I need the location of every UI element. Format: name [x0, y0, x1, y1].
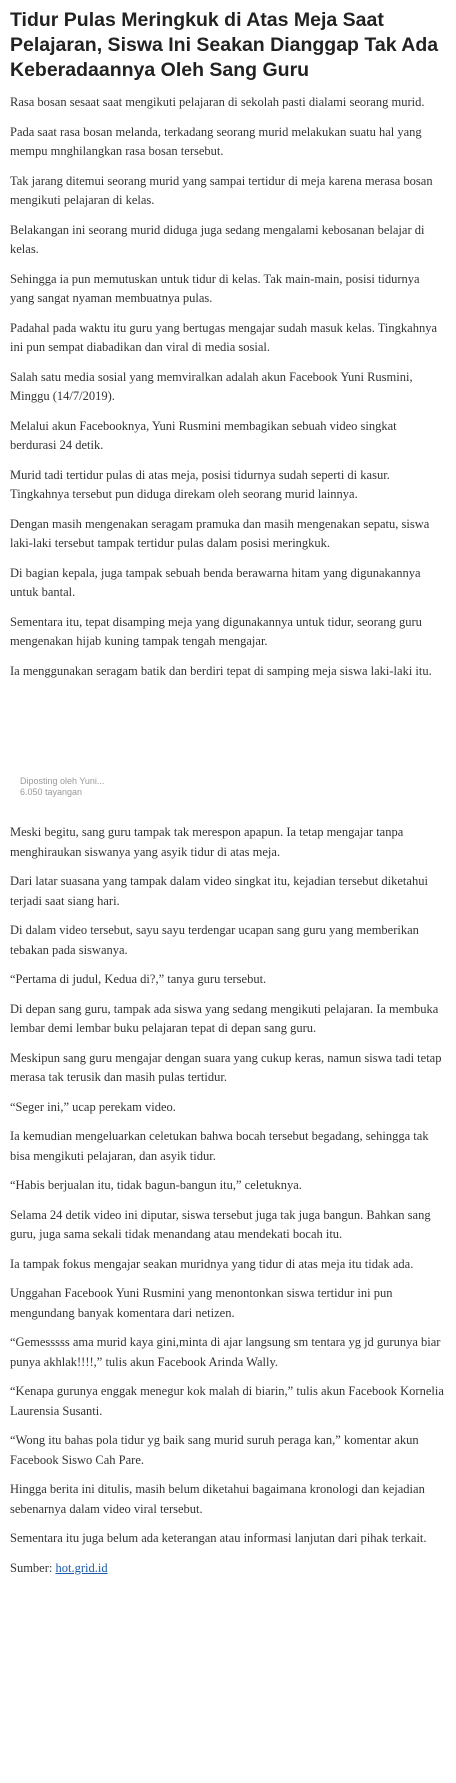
source-label: Sumber: — [10, 1560, 53, 1575]
article-paragraph: Di dalam video tersebut, sayu sayu terdengar ucapan sang guru yang memberikan tebakan pada siswanya. — [10, 923, 419, 957]
article-paragraph: “Gemesssss ama murid kaya gini,minta di ajar langsung sm tentara yg jd gurunya biar punya akhlak!!!!,” tulis akun Facebook Arinda Wally. — [10, 1335, 441, 1369]
article-paragraph: Salah satu media sosial yang memviralkan adalah akun Facebook Yuni Rusmini, Minggu (14/7/2019). — [10, 369, 413, 403]
article-paragraph: Pada saat rasa bosan melanda, terkadang seorang murid melakukan suatu hal yang mempu mnghilangkan rasa bosan tersebut. — [10, 124, 422, 158]
embedded-video[interactable] — [10, 691, 446, 815]
article-paragraph: Hingga berita ini ditulis, masih belum diketahui bagaimana kronologi dan kejadian sebenarnya dalam video viral tersebut. — [10, 1482, 425, 1516]
article-paragraph: “Wong itu bahas pola tidur yg baik sang murid suruh peraga kan,” komentar akun Facebook Siswo Cah Pare. — [10, 1433, 419, 1467]
article-paragraph: Meskipun sang guru mengajar dengan suara yang cukup keras, namun siswa tadi tetap merasa tak terusik dan masih pulas tertidur. — [10, 1050, 442, 1084]
article-paragraph: Murid tadi tertidur pulas di atas meja, posisi tidurnya sudah seperti di kasur. Tingkahnya tersebut pun diduga direkam oleh seorang murid lainnya. — [10, 467, 390, 501]
article-body-top — [10, 93, 446, 681]
article-paragraph: Rasa bosan sesaat saat mengikuti pelajaran di sekolah pasti dialami seorang murid. — [10, 95, 425, 109]
video-poster-name: Diposting oleh Yuni... — [20, 776, 105, 786]
article-paragraph: “Habis berjualan itu, tidak bagun-bangun itu,” celetuknya. — [10, 1178, 302, 1192]
article-paragraph: Selama 24 detik video ini diputar, siswa tersebut juga tak juga bangun. Bahkan sang guru, juga sama sekali tidak menandang atau mendekati bocah itu. — [10, 1207, 431, 1241]
article-title: Tidur Pulas Meringkuk di Atas Meja Saat Pelajaran, Siswa Ini Seakan Dianggap Tak Ada Keberadaannya Oleh Sang Guru — [10, 9, 439, 81]
article-paragraph: Unggahan Facebook Yuni Rusmini yang menontonkan siswa tertidur ini pun mengundang banyak komentara dari netizen. — [10, 1286, 393, 1320]
article-paragraph: Di depan sang guru, tampak ada siswa yang sedang mengikuti pelajaran. Ia membuka lembar demi lembar buku pelajaran tepat di depan sang guru. — [10, 1001, 439, 1035]
video-caption — [20, 776, 104, 798]
article-body-bottom — [10, 823, 446, 1549]
source-link[interactable]: hot.grid.id — [55, 1560, 108, 1575]
article-paragraph: Sementara itu juga belum ada keterangan atau informasi lanjutan dari pihak terkait. — [10, 1531, 427, 1545]
article-paragraph: Tak jarang ditemui seorang murid yang sampai tertidur di meja karena merasa bosan mengikuti pelajaran di kelas. — [10, 173, 433, 207]
video-view-count: 6.050 tayangan — [20, 787, 83, 797]
article-paragraph: “Seger ini,” ucap perekam video. — [10, 1099, 176, 1114]
article-paragraph: Melalui akun Facebooknya, Yuni Rusmini membagikan sebuah video singkat berdurasi 24 detik. — [10, 418, 397, 452]
article-paragraph: Meski begitu, sang guru tampak tak merespon apapun. Ia tetap mengajar tanpa menghiraukan siswanya yang asyik tidur di atas meja. — [10, 825, 404, 859]
article-paragraph: Sehingga ia pun memutuskan untuk tidur di kelas. Tak main-main, posisi tidurnya yang sangat nyaman membuatnya pulas. — [10, 271, 420, 305]
article-paragraph: Sementara itu, tepat disamping meja yang digunakannya untuk tidur, seorang guru mengenakan hijab kuning tampak tengah mengajar. — [10, 614, 422, 648]
article-paragraph: Di bagian kepala, juga tampak sebuah benda berawarna hitam yang digunakannya untuk bantal. — [10, 565, 421, 599]
article-paragraph: Belakangan ini seorang murid diduga juga sedang mengalami kebosanan belajar di kelas. — [10, 222, 425, 256]
article-paragraph: “Kenapa gurunya enggak menegur kok malah di biarin,” tulis akun Facebook Kornelia Laurensia Susanti. — [10, 1384, 444, 1418]
article-paragraph: Dari latar suasana yang tampak dalam video singkat itu, kejadian tersebut diketahui terjadi saat siang hari. — [10, 874, 428, 908]
article-paragraph: Ia tampak fokus mengajar seakan muridnya yang tidur di atas meja itu tidak ada. — [10, 1256, 414, 1271]
article-paragraph: Dengan masih mengenakan seragam pramuka dan masih mengenakan sepatu, siswa laki-laki tersebut tampak tertidur pulas dalam posisi meringkuk. — [10, 516, 430, 550]
article-paragraph: Ia kemudian mengeluarkan celetukan bahwa bocah tersebut begadang, sehingga tak bisa mengikuti pelajaran, dan asyik tidur. — [10, 1129, 429, 1163]
article-paragraph: Ia menggunakan seragam batik dan berdiri tepat di samping meja siswa laki-laki itu. — [10, 663, 432, 678]
article-paragraph: Padahal pada waktu itu guru yang bertugas mengajar sudah masuk kelas. Tingkahnya ini pun sempat diabadikan dan viral di media sosial. — [10, 320, 437, 354]
article-paragraph: “Pertama di judul, Kedua di?,” tanya guru tersebut. — [10, 972, 267, 986]
source-line — [10, 1559, 446, 1579]
